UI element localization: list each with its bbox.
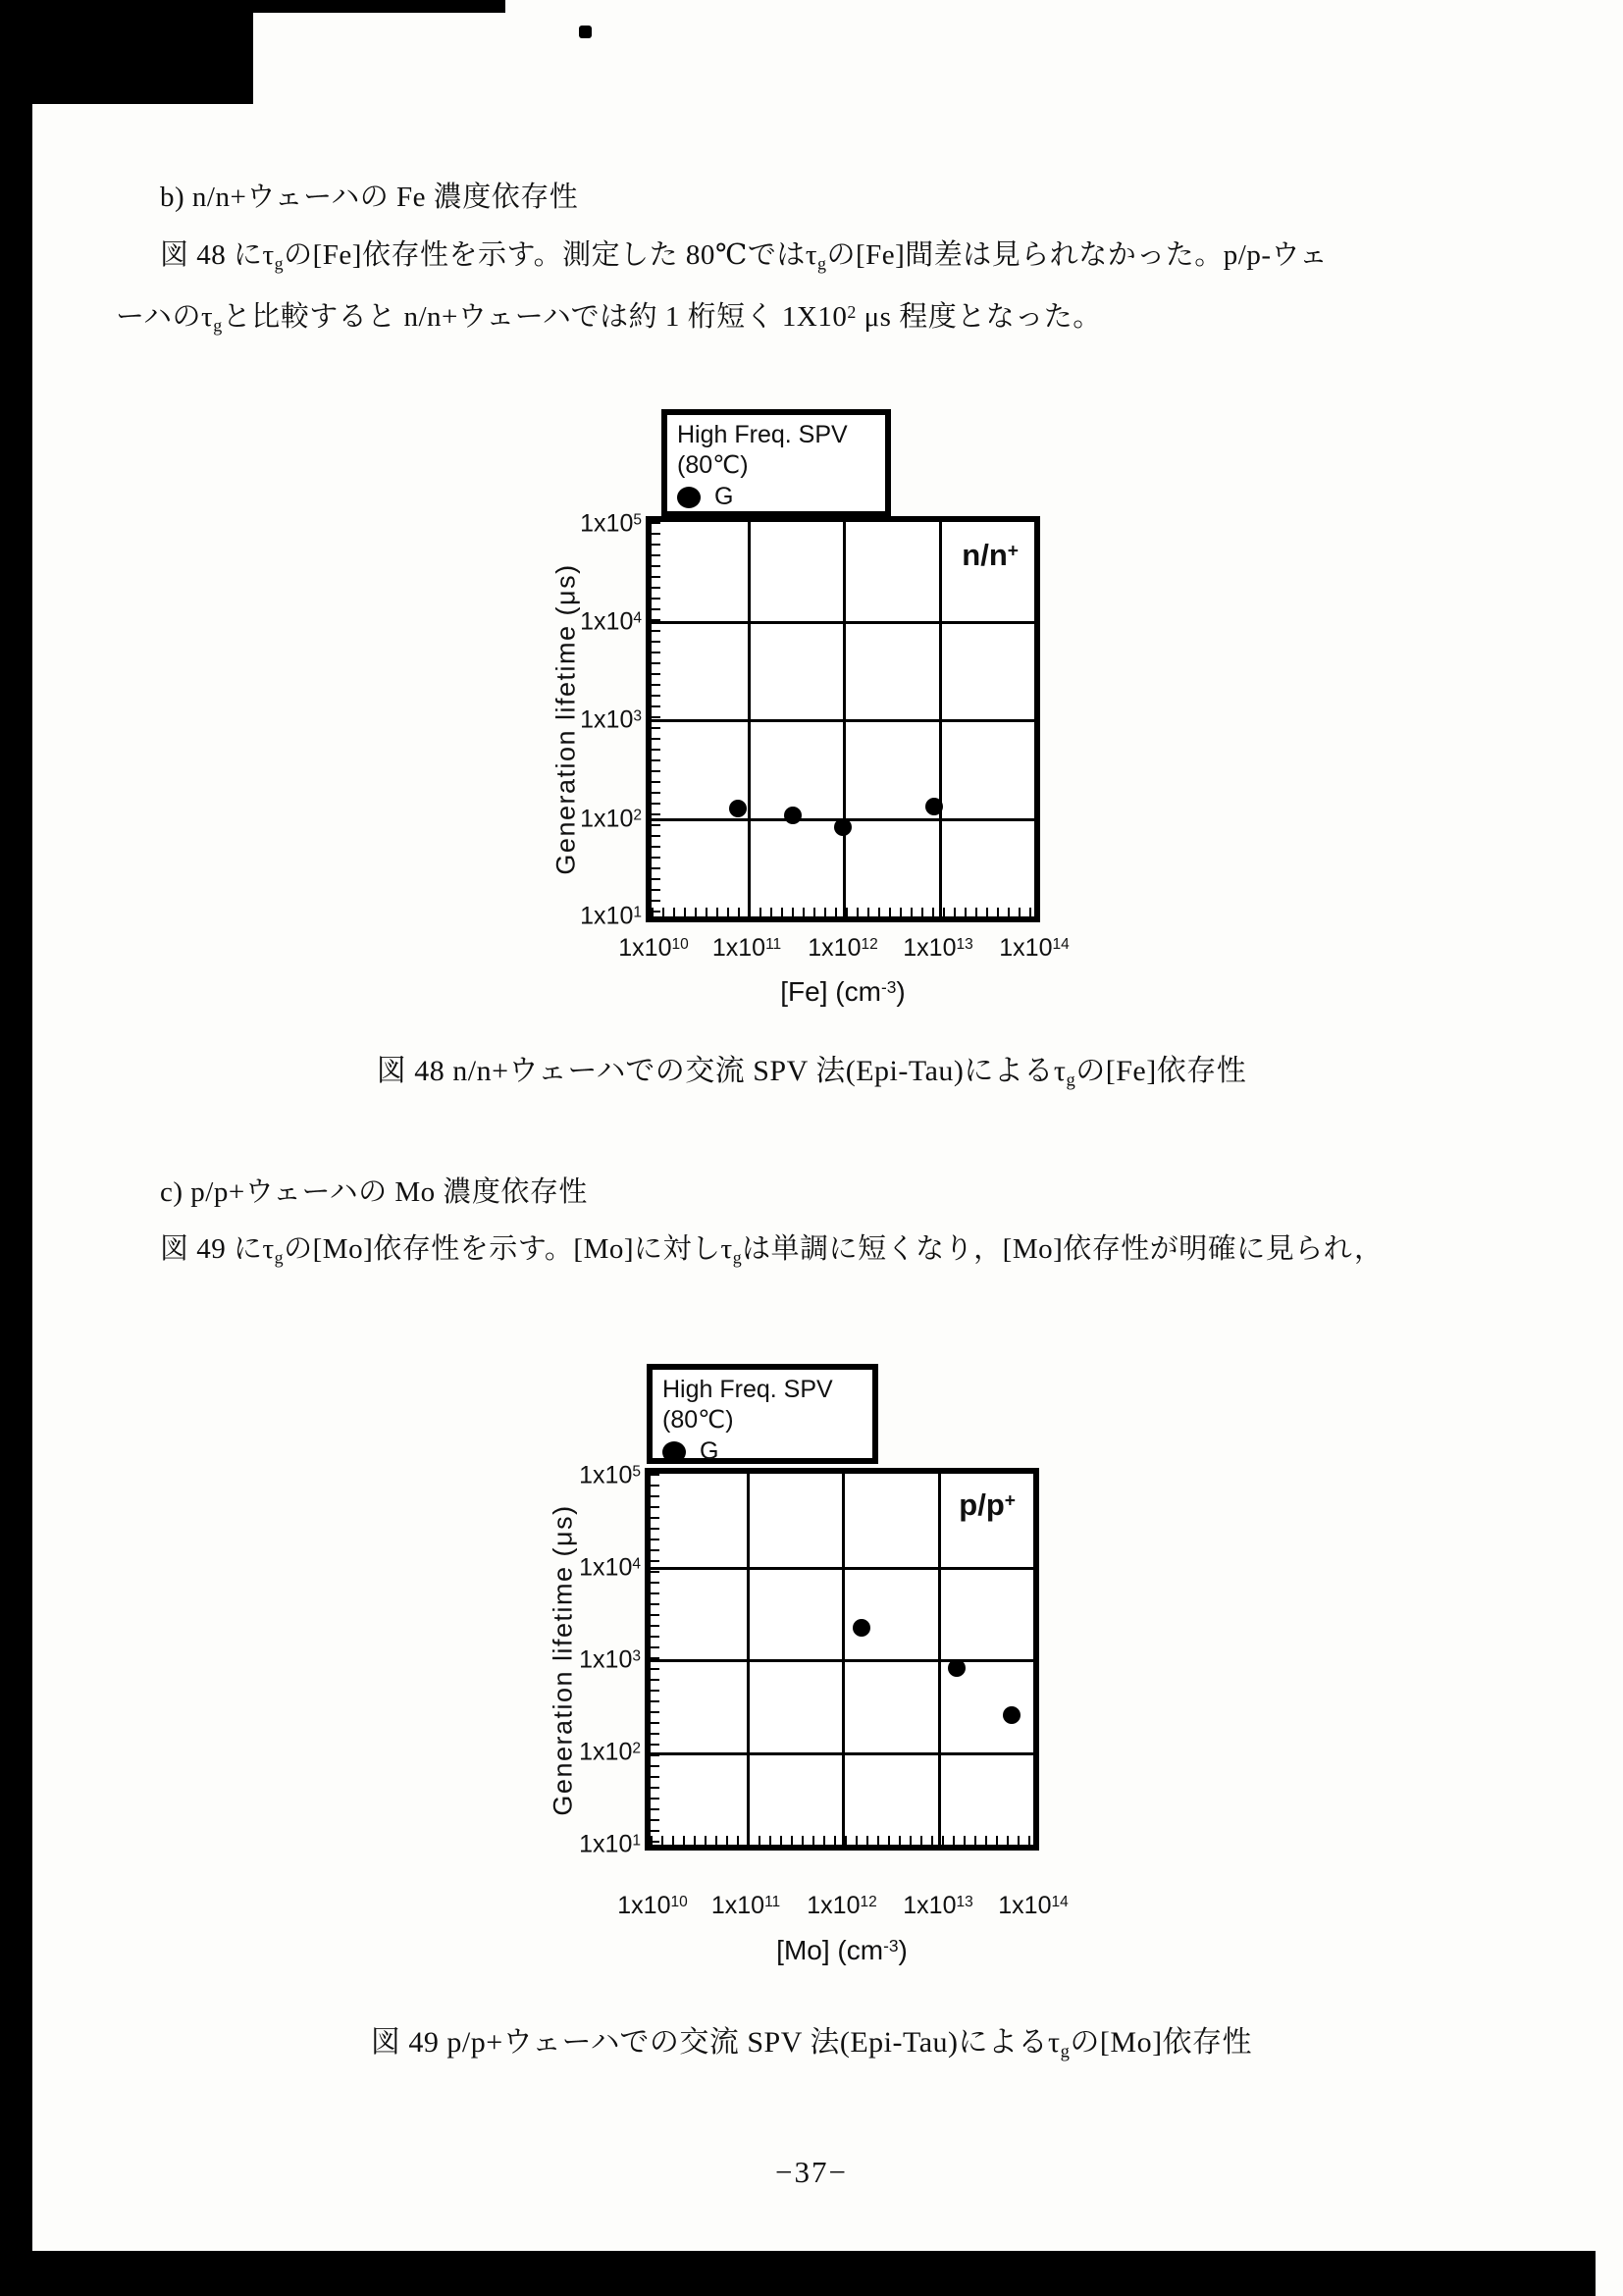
- fig49-ytick-1e4: [523, 1554, 641, 1583]
- fig49-legend-box: [647, 1364, 878, 1464]
- tick-exponent: 12: [860, 1894, 877, 1911]
- text-run: ーハのτ: [116, 301, 214, 333]
- tick-exponent: 14: [1051, 1894, 1069, 1911]
- text-run: μs 程度となった。: [856, 301, 1102, 333]
- fig49-caption: [0, 2017, 1623, 2063]
- text-run: の[Fe]依存性を示す。測定した 80℃ではτ: [284, 239, 817, 271]
- data-point: [925, 798, 943, 815]
- tick-base: 1x10: [580, 607, 634, 636]
- paragraph-b-line2: [116, 294, 1102, 336]
- tau-subscript: g: [816, 253, 827, 274]
- exponent: -3: [883, 1936, 899, 1957]
- tick-exponent: 2: [633, 807, 642, 824]
- tick-exponent: 1: [632, 1832, 641, 1850]
- legend-marker-dot: [662, 1441, 686, 1463]
- tick-exponent: 2: [632, 1740, 641, 1757]
- tick-base: 1x10: [579, 1553, 633, 1582]
- fig49-plot-area: [645, 1468, 1039, 1851]
- tick-base: 1x10: [580, 705, 634, 734]
- tick-base: 1x10: [618, 934, 672, 962]
- paragraph-c-line1: [160, 1226, 1384, 1268]
- tick-exponent: 5: [632, 1463, 641, 1481]
- text-run: ): [896, 976, 906, 1007]
- text-run: ): [898, 1935, 908, 1965]
- text-run: 図 48 n/n+ウェーハでの交流 SPV 法(Epi-Tau)によるτ: [376, 1055, 1067, 1087]
- fig49-xtick-1e11: [711, 1892, 780, 1920]
- fig48-xtick-1e10: [618, 934, 688, 963]
- page-number: −37−: [775, 2155, 848, 2189]
- fig48-grid: [652, 522, 1034, 916]
- legend-series-row: [677, 482, 875, 512]
- fig48-ytick-1e2: [524, 806, 642, 834]
- scan-artifact-top-edge: [0, 0, 505, 13]
- fig48-xtick-1e13: [903, 934, 972, 963]
- fig49-ytick-1e1: [523, 1831, 641, 1859]
- section-b-heading: b) n/n+ウェーハの Fe 濃度依存性: [160, 182, 579, 213]
- text-run: p/p: [959, 1487, 1005, 1522]
- tick-base: 1x10: [580, 902, 634, 930]
- legend-temperature: (80℃): [677, 451, 749, 480]
- text-run: n/n: [962, 538, 1008, 572]
- fig48-caption: [0, 1046, 1623, 1092]
- fig49-points-layer: [651, 1474, 1033, 1845]
- scan-artifact-left-edge: [0, 0, 32, 2296]
- tick-exponent: 12: [861, 936, 878, 954]
- fig49-xtick-1e14: [998, 1892, 1068, 1920]
- tick-base: 1x10: [999, 934, 1053, 962]
- text-run: 図 48 にτ: [160, 239, 275, 271]
- tick-exponent: 3: [633, 707, 642, 725]
- tick-base: 1x10: [579, 1461, 633, 1489]
- fig49-wafer-type-label: [959, 1487, 1016, 1523]
- tick-base: 1x10: [710, 1892, 765, 1919]
- tau-subscript: g: [1060, 2041, 1071, 2062]
- fig48-plot-area: [646, 516, 1040, 922]
- tick-exponent: 10: [670, 1894, 688, 1911]
- text-run: [Mo] (cm: [776, 1935, 884, 1965]
- tick-base: 1x10: [579, 1645, 633, 1674]
- tick-exponent: 10: [671, 936, 689, 954]
- scan-artifact-speck: [579, 26, 592, 38]
- tick-exponent: 5: [633, 511, 642, 529]
- legend-temperature: (80℃): [662, 1406, 734, 1435]
- fig49-xtick-1e12: [807, 1892, 876, 1920]
- data-point: [853, 1619, 870, 1637]
- text-run: の[Fe]間差は見られなかった。p/p-ウェ: [826, 239, 1329, 271]
- tick-base: 1x10: [903, 934, 957, 962]
- superscript-plus: +: [1007, 541, 1019, 562]
- text-run: 図 49 にτ: [160, 1233, 275, 1265]
- fig49-ytick-1e5: [523, 1462, 641, 1490]
- text-run: 図 49 p/p+ウェーハでの交流 SPV 法(Epi-Tau)によるτ: [370, 2026, 1061, 2059]
- text-run: の[Fe]依存性: [1075, 1055, 1247, 1087]
- fig48-ytick-1e5: [524, 510, 642, 539]
- legend-series-label: G: [714, 482, 734, 510]
- tick-exponent: 13: [956, 936, 973, 954]
- fig48-ytick-1e3: [524, 706, 642, 735]
- fig48-xtick-1e14: [999, 934, 1069, 963]
- tick-base: 1x10: [998, 1892, 1052, 1919]
- data-point: [729, 800, 747, 817]
- legend-marker-dot: [677, 487, 701, 508]
- fig48-xtick-1e12: [808, 934, 877, 963]
- tick-exponent: 14: [1052, 936, 1070, 954]
- fig49-y-axis-title: Generation lifetime (μs): [548, 1504, 578, 1816]
- data-point: [948, 1659, 966, 1677]
- tick-base: 1x10: [807, 1892, 861, 1919]
- tick-exponent: 11: [765, 936, 782, 954]
- paragraph-b-line1: [160, 233, 1328, 274]
- legend-title: High Freq. SPV: [677, 421, 848, 448]
- legend-series-row: [662, 1436, 863, 1467]
- data-point: [1003, 1706, 1021, 1724]
- text-run: [Fe] (cm: [780, 976, 881, 1007]
- tick-exponent: 3: [632, 1647, 641, 1665]
- fig49-x-axis-title: [645, 1935, 1039, 1966]
- fig48-xtick-1e11: [712, 934, 781, 963]
- tick-base: 1x10: [579, 1738, 633, 1766]
- tick-exponent: 4: [633, 609, 642, 627]
- fig49-xtick-1e13: [903, 1892, 972, 1920]
- scan-artifact-bottom-edge: [0, 2251, 1596, 2296]
- fig48-wafer-type-label: [962, 538, 1019, 573]
- fig48-y-axis-title: Generation lifetime (μs): [550, 563, 581, 875]
- tau-subscript: g: [274, 253, 285, 274]
- exponent: -3: [880, 977, 897, 998]
- fig49-grid: [651, 1474, 1033, 1845]
- tau-subscript: g: [274, 1247, 285, 1268]
- tick-base: 1x10: [711, 934, 766, 962]
- tau-subscript: g: [1066, 1070, 1076, 1091]
- fig48-ytick-1e1: [524, 903, 642, 931]
- tick-exponent: 13: [956, 1894, 973, 1911]
- exponent: 2: [847, 301, 857, 322]
- tick-base: 1x10: [580, 805, 634, 833]
- fig49-xtick-1e10: [617, 1892, 687, 1920]
- tick-base: 1x10: [579, 1830, 633, 1858]
- tick-base: 1x10: [903, 1892, 957, 1919]
- text-run: は単調に短くなり，[Mo]依存性が明確に見られ，: [742, 1233, 1384, 1265]
- tau-subscript: g: [732, 1247, 743, 1268]
- tick-exponent: 1: [633, 904, 642, 921]
- fig48-ytick-1e4: [524, 608, 642, 637]
- fig48-points-layer: [652, 522, 1034, 916]
- legend-title: High Freq. SPV: [662, 1376, 833, 1403]
- fig49-ytick-1e2: [523, 1739, 641, 1767]
- data-point: [834, 818, 852, 836]
- tick-base: 1x10: [580, 509, 634, 538]
- fig48-legend-box: [661, 409, 891, 517]
- section-c-heading: c) p/p+ウェーハの Mo 濃度依存性: [160, 1176, 588, 1208]
- superscript-plus: +: [1004, 1490, 1016, 1512]
- tick-exponent: 11: [764, 1894, 781, 1911]
- tau-subscript: g: [213, 315, 223, 336]
- legend-series-label: G: [700, 1436, 719, 1465]
- text-run: の[Mo]依存性: [1070, 2026, 1253, 2059]
- text-run: と比較すると n/n+ウェーハでは約 1 桁短く 1X10: [222, 301, 848, 333]
- text-run: の[Mo]依存性を示す。[Mo]に対しτ: [284, 1233, 733, 1265]
- fig48-x-axis-title: [646, 976, 1040, 1008]
- fig49-ytick-1e3: [523, 1646, 641, 1675]
- data-point: [784, 807, 802, 824]
- tick-base: 1x10: [617, 1892, 671, 1919]
- tick-exponent: 4: [632, 1555, 641, 1573]
- tick-base: 1x10: [808, 934, 862, 962]
- scan-artifact-top-left: [0, 0, 253, 104]
